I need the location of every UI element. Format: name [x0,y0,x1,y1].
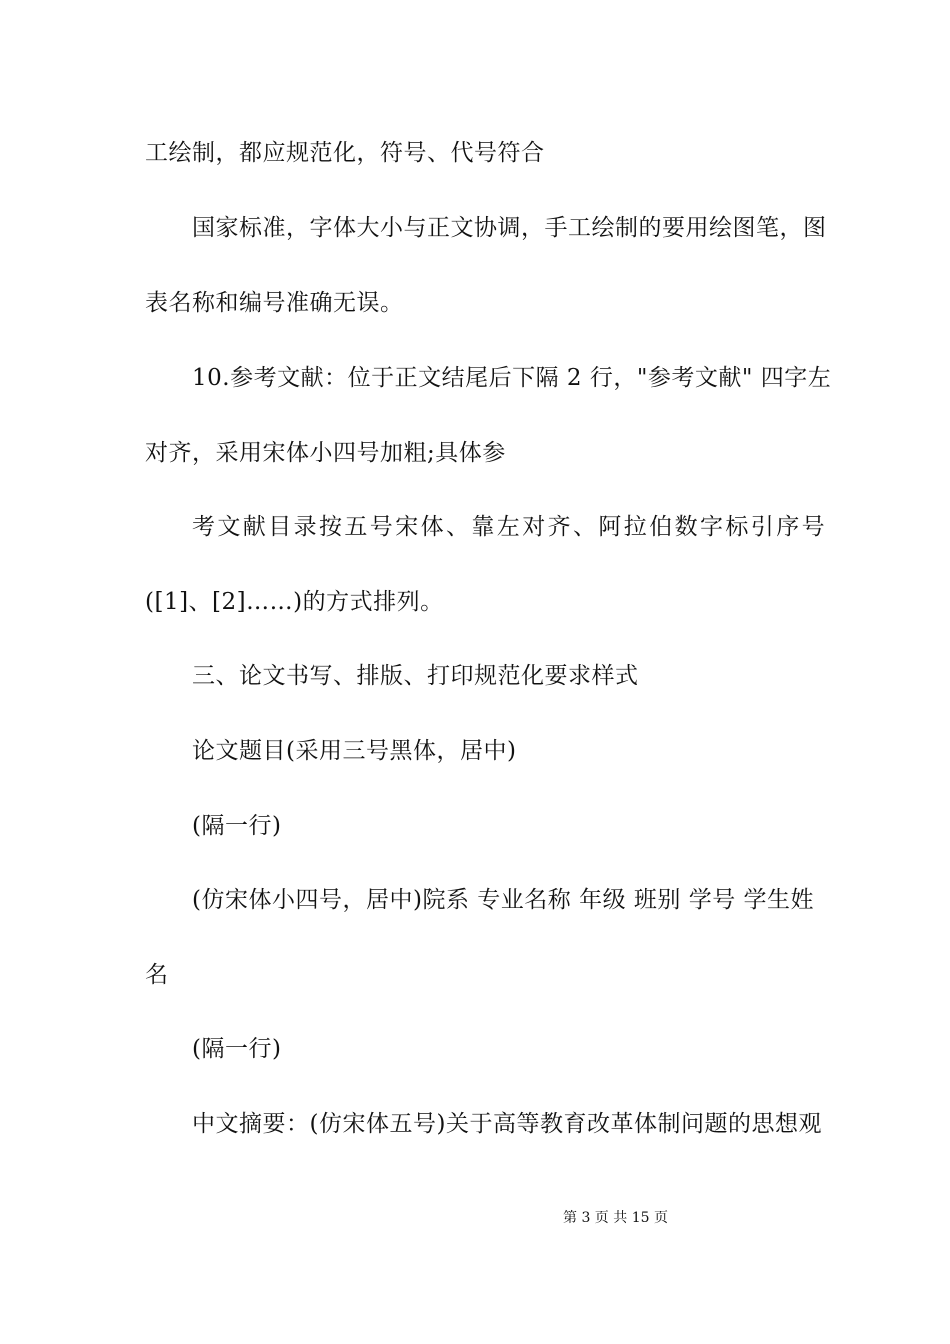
body-line-10: (隔一行) [192,813,282,839]
body-line-13: (隔一行) [192,1036,282,1062]
body-line-3: 表名称和编号准确无误。 [145,290,404,316]
body-line-4: 10.参考文献：位于正文结尾后下隔 2 行，"参考文献" 四字左 [192,365,832,391]
body-line-5: 对齐，采用宋体小四号加粗;具体参 [145,440,506,466]
body-line-6: 考文献目录按五号宋体、靠左对齐、阿拉伯数字标引序号 [192,514,827,540]
body-line-1: 工绘制，都应规范化，符号、代号符合 [145,140,545,166]
body-line-9: 论文题目(采用三号黑体，居中) [192,738,517,764]
body-line-11: (仿宋体小四号，居中)院系 专业名称 年级 班别 学号 学生姓 [192,887,815,913]
body-line-7: ([1]、[2]……)的方式排列。 [145,589,444,615]
section-heading: 三、论文书写、排版、打印规范化要求样式 [192,663,639,689]
body-line-2: 国家标准，字体大小与正文协调，手工绘制的要用绘图笔，图 [192,215,827,241]
body-line-14: 中文摘要：(仿宋体五号)关于高等教育改革体制问题的思想观 [192,1111,822,1137]
body-line-12: 名 [145,962,169,988]
page-number: 第 3 页 共 15 页 [563,1210,668,1226]
